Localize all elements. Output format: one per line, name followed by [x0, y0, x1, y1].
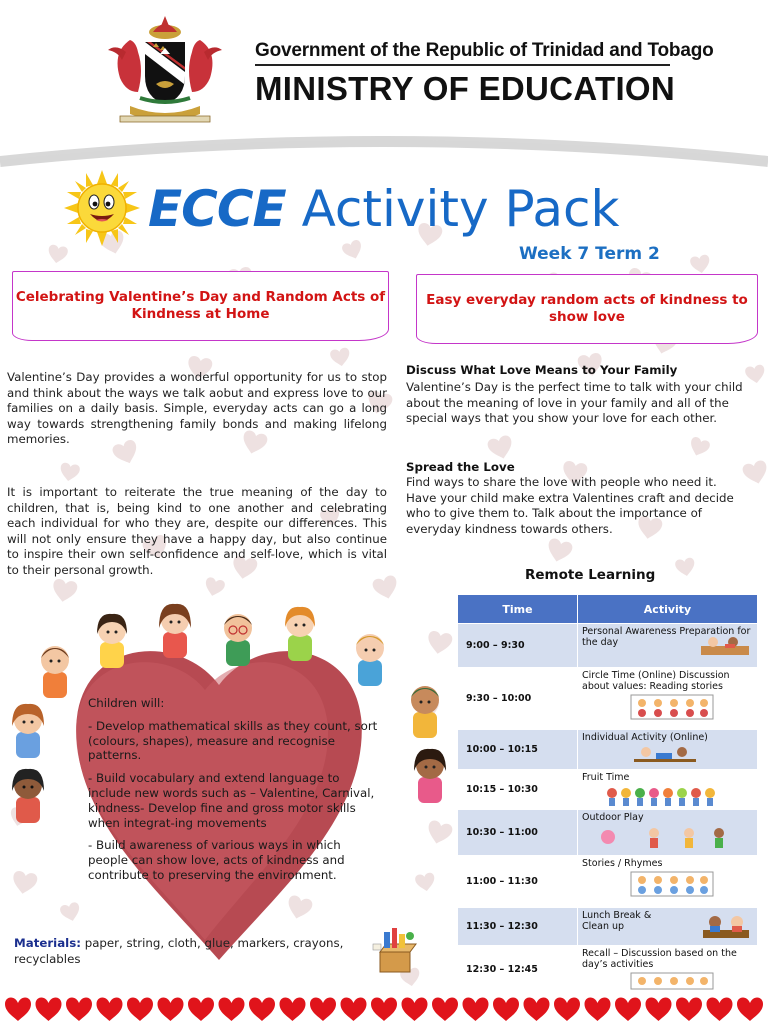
bottom-hearts-border: [0, 992, 768, 1024]
schedule-time: 12:30 – 12:45: [458, 946, 578, 993]
children-at-desk-icon: [630, 745, 700, 767]
table-row: [458, 624, 758, 668]
recall-video-icon: [630, 972, 714, 990]
schedule-time: 9:00 – 9:30: [458, 624, 578, 668]
banner-kindness: [416, 274, 758, 344]
children-item: - Build awareness of various ways in which people can show love, acts of kindness and contribute to preserving the environment.: [88, 838, 345, 882]
schedule-activity: Circle Time (Online) Discussion about values: Reading stories: [582, 670, 730, 692]
craft-box-icon: [370, 922, 422, 978]
intro-paragraph-2: It is important to reiterate the true meaning of the day to children, that is, being kind to one another and celebrating each individual for who they are, despite our differences. This will not only ensure they have a happy day, but also continue to inspire their own self-confidence and self-love, which is vital to their personal growth.: [7, 485, 387, 577]
remote-learning-title: Remote Learning: [525, 567, 656, 583]
border-heart-icon: [310, 997, 336, 1021]
border-heart-icon: [66, 997, 92, 1021]
table-row: [458, 668, 758, 730]
border-heart-icon: [127, 997, 153, 1021]
schedule-header-activity: Activity: [578, 595, 758, 624]
banner-right-text: Easy everyday random acts of kindness to show love: [426, 292, 748, 325]
border-heart-icon: [219, 997, 245, 1021]
fruit-kids-icon: [604, 785, 724, 807]
week-term-label: Week 7 Term 2: [519, 244, 660, 264]
remote-learning-schedule: [457, 594, 758, 993]
video-call-icon: [630, 694, 714, 720]
border-heart-icon: [158, 997, 184, 1021]
stories-video-icon: [630, 871, 714, 897]
border-heart-icon: [97, 997, 123, 1021]
spread-heading: Spread the Love: [406, 460, 515, 474]
border-heart-icon: [188, 997, 214, 1021]
table-row: [458, 908, 758, 946]
table-row: [458, 730, 758, 770]
schedule-time: 10:15 – 10:30: [458, 770, 578, 810]
children-intro: Children will:: [88, 696, 165, 710]
discuss-body: Valentine’s Day is the perfect time to talk with your child about the meaning of love in your family and all of the special ways that you show your love for each other.: [406, 380, 743, 426]
border-heart-icon: [432, 997, 458, 1021]
schedule-time: 10:00 – 10:15: [458, 730, 578, 770]
border-heart-icon: [341, 997, 367, 1021]
schedule-activity: Individual Activity (Online): [582, 732, 708, 743]
table-row: [458, 770, 758, 810]
border-heart-icon: [524, 997, 550, 1021]
schedule-activity: Fruit Time: [582, 772, 630, 783]
coat-of-arms-icon: [100, 12, 230, 130]
border-heart-icon: [585, 997, 611, 1021]
schedule-header-time: Time: [458, 595, 578, 624]
schedule-activity: Recall – Discussion based on the day’s activities: [582, 948, 737, 970]
ministry-heading: MINISTRY OF EDUCATION: [255, 70, 676, 107]
table-row: [458, 856, 758, 908]
border-heart-icon: [280, 997, 306, 1021]
border-heart-icon: [707, 997, 733, 1021]
spread-body: Find ways to share the love with people who need it. Have your child make extra Valentines craft and decide who to give them to. Talk about the importance of everyday kindness towards others.: [406, 475, 734, 536]
banner-left-text: Celebrating Valentine’s Day and Random Acts of Kindness at Home: [15, 289, 386, 322]
border-heart-icon: [402, 997, 428, 1021]
banner-valentines: [12, 271, 389, 341]
materials-label: Materials:: [14, 936, 81, 950]
government-heading: Government of the Republic of Trinidad and Tobago: [255, 40, 714, 61]
children-will-list: [88, 696, 384, 891]
border-heart-icon: [463, 997, 489, 1021]
border-heart-icon: [554, 997, 580, 1021]
header-divider: [255, 64, 670, 66]
outdoor-play-icon: [594, 825, 734, 853]
border-heart-icon: [36, 997, 62, 1021]
border-heart-icon: [676, 997, 702, 1021]
lunch-kids-icon: [701, 912, 751, 940]
border-heart-icon: [646, 997, 672, 1021]
schedule-time: 11:30 – 12:30: [458, 908, 578, 946]
children-item: - Build vocabulary and extend language to include new words such as – Valentine, Carnival, kindness- Develop fine and gross motor skills when integrat-ing movements: [88, 771, 375, 830]
smiling-sun-icon: [62, 168, 142, 248]
table-row: [458, 946, 758, 993]
schedule-time: 10:30 – 11:00: [458, 810, 578, 856]
border-heart-icon: [737, 997, 763, 1021]
schedule-activity: Personal Awareness Preparation for the day: [582, 626, 751, 648]
children-cooking-icon: [699, 634, 751, 656]
children-item: - Develop mathematical skills as they count, sort (colours, shapes), measure and recognise patterns.: [88, 718, 378, 763]
schedule-activity: Stories / Rhymes: [582, 858, 663, 869]
border-heart-icon: [249, 997, 275, 1021]
materials-text: paper, string, cloth, glue, markers, crayons, recyclables: [14, 936, 344, 966]
materials-line: [14, 936, 354, 967]
table-row: [458, 810, 758, 856]
pack-title: [148, 180, 619, 238]
border-heart-icon: [371, 997, 397, 1021]
schedule-time: 11:00 – 11:30: [458, 856, 578, 908]
schedule-activity: Outdoor Play: [582, 812, 644, 823]
border-heart-icon: [5, 997, 31, 1021]
discuss-heading: Discuss What Love Means to Your Family: [406, 363, 678, 377]
title-activity-pack: Activity Pack: [285, 180, 620, 238]
border-heart-icon: [493, 997, 519, 1021]
schedule-activity: Lunch Break & Clean up: [582, 910, 652, 932]
border-heart-icon: [615, 997, 641, 1021]
intro-paragraph-1: Valentine’s Day provides a wonderful opportunity for us to stop and think about the ways we talk aobut and express love to our families on a daily basis. Simple, everyday acts can go a long way towards strengthening family bonds and making lifelong memories.: [7, 370, 387, 447]
schedule-time: 9:30 – 10:00: [458, 668, 578, 730]
title-ecce: ECCE: [148, 180, 286, 238]
